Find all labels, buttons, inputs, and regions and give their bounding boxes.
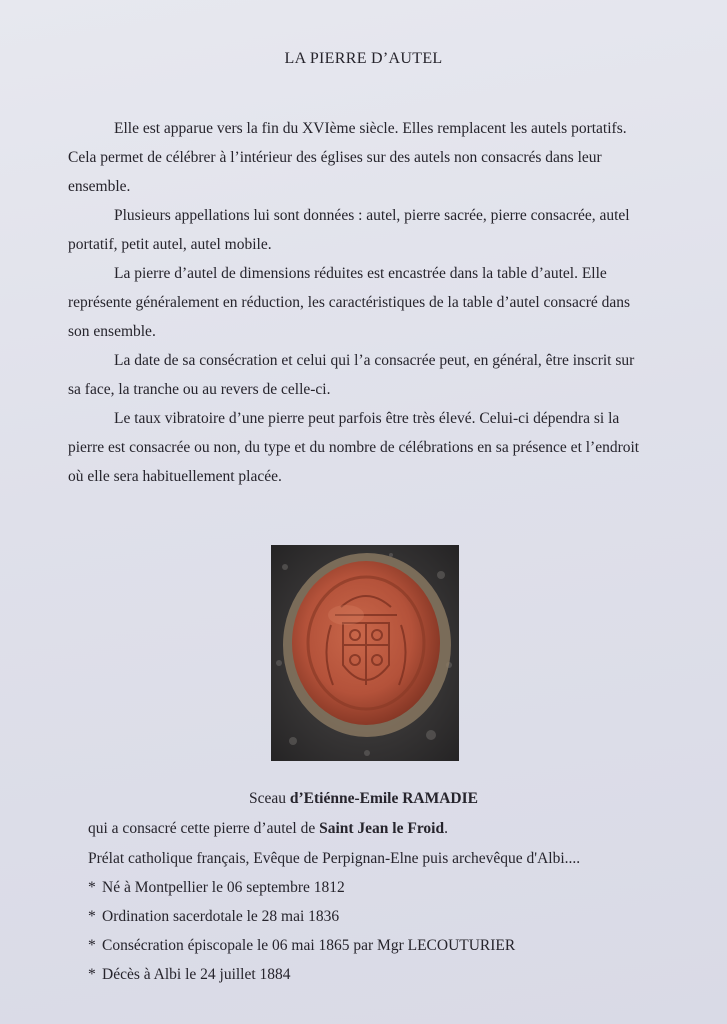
wax-seal-image	[271, 545, 459, 761]
consecrated-prefix: qui a consacré cette pierre d’autel de	[88, 820, 316, 837]
seal-caption	[0, 790, 727, 808]
list-item	[88, 936, 515, 965]
fact-consecration: Consécration épiscopale le 06 mai 1865 par Mgr LECOUTURIER	[102, 937, 516, 954]
role-line: Prélat catholique français, Evêque de Perpignan-Elne puis archevêque d'Albi....	[88, 850, 581, 867]
paragraph-names: Plusieurs appellations lui sont données : autel, pierre sacrée, pierre consacrée, autel portatif, petit autel, autel mobile.	[68, 207, 630, 253]
consecrated-suffix: .	[444, 820, 448, 837]
intro-text	[68, 114, 646, 491]
fact-birth: Né à Montpellier le 06 septembre 1812	[102, 879, 345, 896]
consecration-line	[88, 820, 448, 838]
paragraph-origin: Elle est apparue vers la fin du XVIème siècle. Elles remplacent les autels portatifs. Cela permet de célébrer à l’intérieur des églises sur des autels non consacrés dans leur ensemble.	[68, 120, 627, 195]
paragraph-dimensions: La pierre d’autel de dimensions réduites est encastrée dans la table d’autel. Elle représente généralement en réduction, les caractéristiques de la table d’autel consacré dans son ensemble.	[68, 265, 631, 340]
bullet-icon: *	[88, 908, 96, 925]
page-title: LA PIERRE D’AUTEL	[284, 50, 443, 67]
list-item	[88, 878, 515, 907]
paragraph-vibration: Le taux vibratoire d’une pierre peut parfois être très élevé. Celui-ci dépendra si la pierre est consacrée ou non, du type et du nombre de célébrations en sa présence et l’endroit où elle sera habituellement placée.	[68, 410, 640, 485]
fact-death: Décès à Albi le 24 juillet 1884	[102, 966, 291, 983]
bullet-icon: *	[88, 879, 96, 896]
fact-ordination: Ordination sacerdotale le 28 mai 1836	[102, 908, 340, 925]
bullet-icon: *	[88, 966, 96, 983]
biography-list	[88, 878, 515, 994]
bishop-name: d’Etiénne-Emile RAMADIE	[289, 790, 479, 807]
list-item	[88, 965, 515, 994]
bullet-icon: *	[88, 937, 96, 954]
church-name: Saint Jean le Froid	[319, 820, 445, 837]
paragraph-consecration-date: La date de sa consécration et celui qui l’a consacrée peut, en général, être inscrit sur sa face, la tranche ou au revers de celle-ci.	[68, 352, 635, 398]
caption-prefix: Sceau	[248, 790, 286, 807]
list-item	[88, 907, 515, 936]
